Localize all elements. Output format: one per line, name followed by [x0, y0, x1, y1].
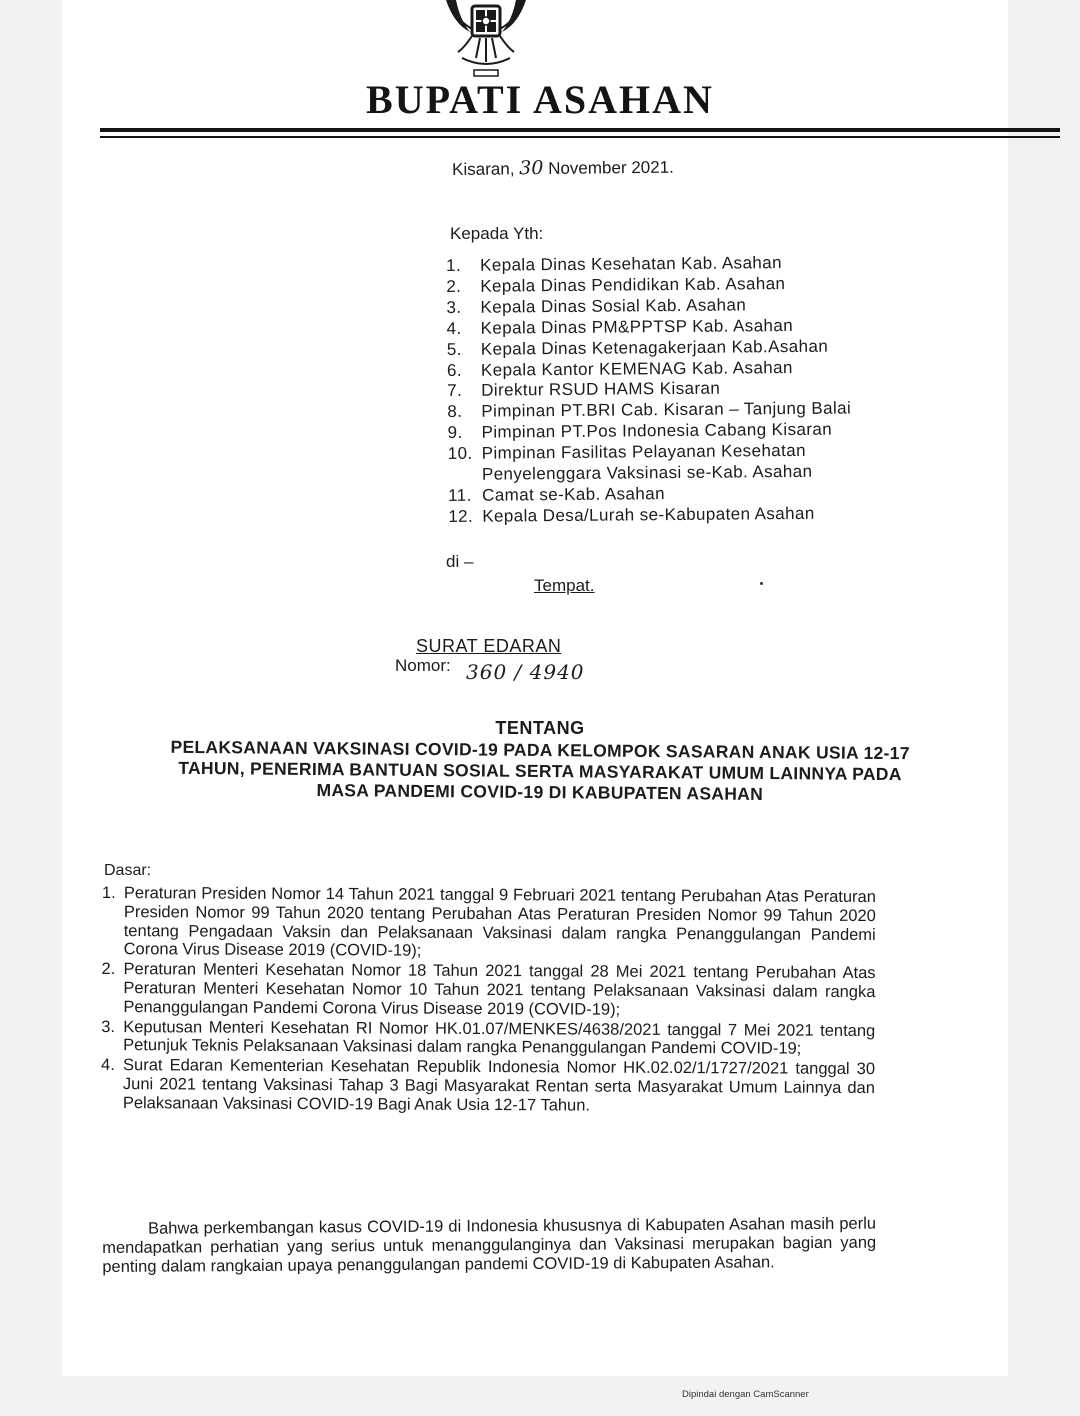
recipient-text: Kepala Dinas Ketenagakerjaan Kab.Asahan	[480, 336, 829, 359]
recipient-text: Penyelenggara Vaksinasi se-Kab. Asahan	[481, 461, 813, 484]
garuda-emblem-icon	[440, 0, 532, 80]
recipient-number: 12.	[448, 506, 474, 526]
letterhead-rule-thick	[100, 128, 1060, 132]
recipient-text: Camat se-Kab. Asahan	[482, 484, 665, 505]
dasar-text: Keputusan Menteri Kesehatan RI Nomor HK.01.07/MENKES/4638/2021 tanggal 7 Mei 2021 tentang Petunjuk Teknis Pelaksanaan Vaksinasi dalam rangka Penanggulangan Pandemi COVID-19;	[123, 1017, 876, 1059]
scanner-watermark: Dipindai dengan CamScanner	[682, 1389, 809, 1400]
dasar-text: Peraturan Presiden Nomor 14 Tahun 2021 tanggal 9 Februari 2021 tentang Perubahan Atas Peraturan Presiden Nomor 99 Tahun 2020 tentang Perubahan Atas Peraturan Presiden Nomor 99 Tahun 2020 tentang Pengadaan Vaksin dan Pelaksanaan Vaksinasi dalam rangka Penanggulangan Pandemi Corona Virus Disease 2019 (COVID-19);	[123, 884, 876, 961]
date-month-year: November 2021.	[548, 157, 674, 178]
recipient-text: Pimpinan PT.Pos Indonesia Cabang Kisaran	[481, 419, 833, 442]
dasar-list	[101, 884, 876, 1118]
place-date	[452, 156, 674, 180]
recipient-number: 6.	[446, 360, 463, 380]
circular-title: SURAT EDARAN	[416, 636, 562, 656]
dasar-label: Dasar:	[104, 862, 152, 879]
recipient-number	[448, 465, 482, 486]
recipient-text: Kepala Dinas Pendidikan Kab. Asahan	[480, 273, 786, 296]
document-page	[62, 0, 1008, 1376]
recipient-text: Pimpinan Fasilitas Pelayanan Kesehatan	[481, 441, 807, 463]
recipient-text: Kepala Desa/Lurah se-Kabupaten Asahan	[482, 503, 815, 526]
circular-subject	[80, 736, 1001, 807]
dasar-item	[101, 1018, 875, 1060]
dasar-number: 4.	[101, 1056, 115, 1075]
recipient-text: Pimpinan PT.BRI Cab. Kisaran – Tanjung Balai	[481, 398, 852, 422]
dasar-number: 1.	[101, 884, 116, 903]
letterhead-rule-thin	[100, 136, 1060, 138]
recipient-number: 10.	[447, 443, 473, 464]
recipient-number: 2.	[446, 276, 462, 296]
recipient-item	[448, 503, 918, 528]
dasar-number: 2.	[101, 960, 116, 979]
place: Kisaran,	[452, 159, 515, 179]
body-paragraph: Bahwa perkembangan kasus COVID-19 di Indonesia khususnya di Kabupaten Asahan masih perlu mendapatkan perhatian yang serius untuk menanggulanginya dan Vaksinasi merupakan bagian yang penting dalam rangkaian upaya penanggulangan pandemi COVID-19 di Kabupaten Asahan.	[102, 1214, 877, 1276]
dasar-text: Peraturan Menteri Kesehatan Nomor 18 Tahun 2021 tanggal 28 Mei 2021 tentang Perubahan Atas Peraturan Menteri Kesehatan Nomor 10 Tahun 2021 tentang Pelaksanaan Vaksinasi dalam rangka Penanggulangan Pandemi Corona Virus Disease 2019 (COVID-19);	[123, 960, 876, 1019]
recipient-number: 7.	[447, 381, 463, 401]
dasar-number: 3.	[101, 1017, 116, 1036]
dasar-item	[101, 1056, 875, 1116]
date-day-handwritten: 30	[519, 157, 544, 180]
tentang-heading: TENTANG	[495, 718, 585, 738]
di-label: di –	[446, 552, 474, 571]
scan-speck	[760, 582, 763, 585]
recipient-text: Direktur RSUD HAMS Kisaran	[481, 379, 721, 401]
recipient-number: 4.	[446, 318, 462, 338]
tempat-label: Tempat.	[534, 576, 595, 595]
recipient-text: Kepala Dinas Sosial Kab. Asahan	[480, 295, 747, 317]
recipient-number: 9.	[447, 423, 463, 443]
circular-number-label: Nomor:	[395, 656, 451, 675]
subject-line: MASA PANDEMI COVID-19 DI KABUPATEN ASAHAN	[316, 780, 764, 804]
subject-line: TAHUN, PENERIMA BANTUAN SOSIAL SERTA MASYARAKAT UMUM LAINNYA PADA	[178, 757, 902, 785]
recipient-number: 3.	[446, 297, 462, 317]
addressee-intro: Kepada Yth:	[450, 224, 544, 243]
dasar-item	[101, 960, 875, 1020]
dasar-text: Surat Edaran Kementerian Kesehatan Republik Indonesia Nomor HK.02.02/1/1727/2021 tanggal 30 Juni 2021 tentang Vaksinasi Tahap 3 Bagi Masyarakat Rentan serta Masyarakat Umum Lainnya dan Pelaksanaan Vaksinasi COVID-19 Bagi Anak Usia 12-17 Tahun.	[122, 1056, 876, 1115]
circular-number-handwritten: 360 / 4940	[466, 660, 585, 684]
recipient-number: 11.	[448, 485, 472, 505]
letterhead-title: BUPATI ASAHAN	[366, 77, 714, 122]
recipient-number: 1.	[446, 255, 462, 275]
subject-line: PELAKSANAAN VAKSINASI COVID-19 PADA KELOMPOK SASARAN ANAK USIA 12-17	[170, 736, 910, 764]
recipient-text: Kepala Kantor KEMENAG Kab. Asahan	[480, 357, 793, 380]
dasar-item	[102, 884, 876, 963]
recipient-text: Kepala Dinas PM&PPTSP Kab. Asahan	[480, 315, 794, 338]
recipient-number: 8.	[447, 402, 463, 422]
recipient-list	[446, 252, 918, 528]
recipient-number: 5.	[446, 339, 462, 359]
recipient-text: Kepala Dinas Kesehatan Kab. Asahan	[479, 253, 783, 275]
